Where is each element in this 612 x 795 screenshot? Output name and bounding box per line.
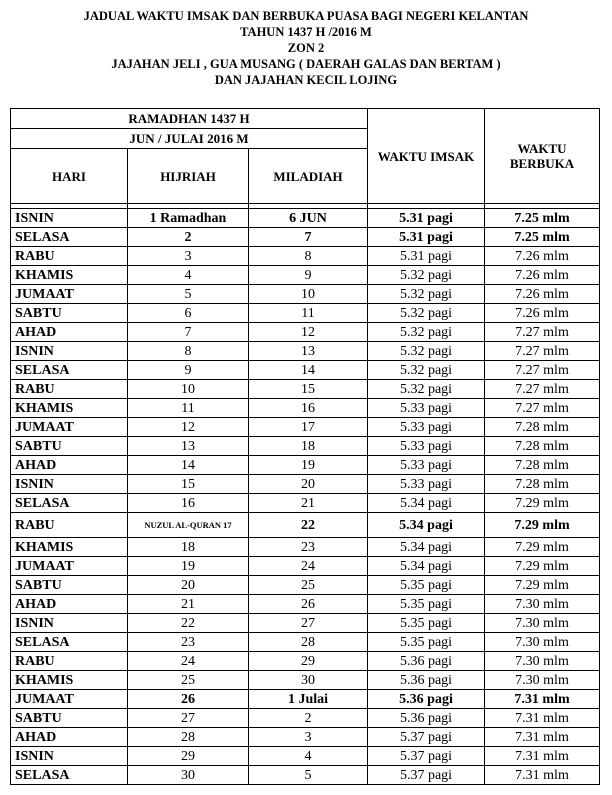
hijriah-cell: 20	[128, 576, 249, 595]
table-row	[11, 437, 600, 456]
imsak-cell: 5.34 pagi	[368, 513, 485, 538]
berbuka-cell: 7.30 mlm	[485, 614, 600, 633]
hari-cell: AHAD	[11, 456, 128, 475]
table-row	[11, 304, 600, 323]
hijriah-cell: 6	[128, 304, 249, 323]
hijriah-cell: 10	[128, 380, 249, 399]
table-row	[11, 538, 600, 557]
berbuka-cell: 7.31 mlm	[485, 766, 600, 785]
imsak-cell: 5.35 pagi	[368, 595, 485, 614]
table-row	[11, 323, 600, 342]
miladiah-cell: 3	[249, 728, 368, 747]
berbuka-cell: 7.27 mlm	[485, 361, 600, 380]
miladiah-cell: 29	[249, 652, 368, 671]
imsak-cell: 5.34 pagi	[368, 557, 485, 576]
miladiah-cell: 30	[249, 671, 368, 690]
hari-cell: RABU	[11, 652, 128, 671]
miladiah-cell: 11	[249, 304, 368, 323]
table-row	[11, 557, 600, 576]
miladiah-header: MILADIAH	[249, 149, 368, 204]
imsak-header: WAKTU IMSAK	[368, 109, 485, 204]
title-line-3: ZON 2	[287, 41, 325, 55]
berbuka-cell: 7.25 mlm	[485, 209, 600, 228]
hijriah-cell: 25	[128, 671, 249, 690]
hari-cell: ISNIN	[11, 614, 128, 633]
hari-cell: KHAMIS	[11, 266, 128, 285]
hijriah-cell: 11	[128, 399, 249, 418]
hijriah-cell: 26	[128, 690, 249, 709]
table-row	[11, 266, 600, 285]
table-row	[11, 595, 600, 614]
berbuka-cell: 7.29 mlm	[485, 557, 600, 576]
imsak-cell: 5.31 pagi	[368, 209, 485, 228]
hari-cell: SABTU	[11, 304, 128, 323]
imsak-cell: 5.35 pagi	[368, 576, 485, 595]
hijriah-cell: NUZUL AL-QURAN 17	[128, 513, 249, 538]
hijriah-cell: 7	[128, 323, 249, 342]
berbuka-cell: 7.31 mlm	[485, 747, 600, 766]
berbuka-cell: 7.26 mlm	[485, 304, 600, 323]
hijriah-cell: 16	[128, 494, 249, 513]
miladiah-cell: 26	[249, 595, 368, 614]
imsak-cell: 5.34 pagi	[368, 538, 485, 557]
berbuka-cell: 7.28 mlm	[485, 456, 600, 475]
hijriah-cell: 15	[128, 475, 249, 494]
title-line-5: DAN JAJAHAN KECIL LOJING	[214, 73, 398, 87]
berbuka-cell: 7.26 mlm	[485, 247, 600, 266]
table-row	[11, 285, 600, 304]
schedule-table	[10, 108, 600, 785]
miladiah-cell: 25	[249, 576, 368, 595]
month-header: JUN / JULAI 2016 M	[11, 129, 368, 149]
table-row	[11, 475, 600, 494]
hari-cell: RABU	[11, 513, 128, 538]
miladiah-cell: 12	[249, 323, 368, 342]
miladiah-cell: 16	[249, 399, 368, 418]
hijriah-cell: 19	[128, 557, 249, 576]
hari-cell: ISNIN	[11, 475, 128, 494]
berbuka-cell: 7.25 mlm	[485, 228, 600, 247]
hijriah-cell: 24	[128, 652, 249, 671]
imsak-cell: 5.33 pagi	[368, 456, 485, 475]
berbuka-cell: 7.26 mlm	[485, 266, 600, 285]
hijriah-cell: 5	[128, 285, 249, 304]
hijriah-cell: 8	[128, 342, 249, 361]
hijriah-cell: 28	[128, 728, 249, 747]
table-row	[11, 671, 600, 690]
hari-cell: SABTU	[11, 709, 128, 728]
table-row	[11, 399, 600, 418]
schedule-body	[11, 209, 600, 785]
imsak-cell: 5.35 pagi	[368, 614, 485, 633]
hari-cell: ISNIN	[11, 747, 128, 766]
imsak-cell: 5.37 pagi	[368, 766, 485, 785]
table-row	[11, 361, 600, 380]
miladiah-cell: 15	[249, 380, 368, 399]
hijriah-cell: 30	[128, 766, 249, 785]
hijriah-cell: 18	[128, 538, 249, 557]
table-row	[11, 418, 600, 437]
miladiah-cell: 24	[249, 557, 368, 576]
table-row	[11, 342, 600, 361]
imsak-cell: 5.32 pagi	[368, 266, 485, 285]
hijriah-cell: 13	[128, 437, 249, 456]
table-row	[11, 690, 600, 709]
miladiah-cell: 10	[249, 285, 368, 304]
table-row	[11, 494, 600, 513]
imsak-cell: 5.36 pagi	[368, 671, 485, 690]
hari-cell: AHAD	[11, 595, 128, 614]
miladiah-cell: 7	[249, 228, 368, 247]
berbuka-cell: 7.31 mlm	[485, 690, 600, 709]
hari-cell: KHAMIS	[11, 399, 128, 418]
miladiah-cell: 22	[249, 513, 368, 538]
berbuka-cell: 7.28 mlm	[485, 418, 600, 437]
miladiah-cell: 19	[249, 456, 368, 475]
title-line-4: JAJAHAN JELI , GUA MUSANG ( DAERAH GALAS DAN BERTAM )	[111, 57, 501, 71]
miladiah-cell: 17	[249, 418, 368, 437]
berbuka-cell: 7.29 mlm	[485, 576, 600, 595]
imsak-cell: 5.31 pagi	[368, 247, 485, 266]
hari-cell: SELASA	[11, 494, 128, 513]
hijriah-cell: 4	[128, 266, 249, 285]
berbuka-cell: 7.29 mlm	[485, 513, 600, 538]
miladiah-cell: 1 Julai	[249, 690, 368, 709]
berbuka-cell: 7.27 mlm	[485, 380, 600, 399]
miladiah-cell: 13	[249, 342, 368, 361]
table-row	[11, 576, 600, 595]
miladiah-cell: 27	[249, 614, 368, 633]
table-row	[11, 728, 600, 747]
imsak-cell: 5.32 pagi	[368, 380, 485, 399]
imsak-cell: 5.37 pagi	[368, 747, 485, 766]
miladiah-cell: 9	[249, 266, 368, 285]
imsak-cell: 5.33 pagi	[368, 418, 485, 437]
miladiah-cell: 8	[249, 247, 368, 266]
table-row	[11, 228, 600, 247]
berbuka-cell: 7.27 mlm	[485, 342, 600, 361]
table-row	[11, 247, 600, 266]
hari-cell: JUMAAT	[11, 285, 128, 304]
hari-cell: SELASA	[11, 766, 128, 785]
imsak-cell: 5.36 pagi	[368, 652, 485, 671]
hari-cell: RABU	[11, 247, 128, 266]
berbuka-cell: 7.29 mlm	[485, 494, 600, 513]
hijriah-cell: 14	[128, 456, 249, 475]
table-row	[11, 633, 600, 652]
miladiah-cell: 28	[249, 633, 368, 652]
imsak-cell: 5.32 pagi	[368, 304, 485, 323]
table-row	[11, 652, 600, 671]
hari-cell: SELASA	[11, 633, 128, 652]
berbuka-cell: 7.27 mlm	[485, 399, 600, 418]
title-line-2: TAHUN 1437 H /2016 M	[240, 25, 372, 39]
hijriah-cell: 2	[128, 228, 249, 247]
miladiah-cell: 20	[249, 475, 368, 494]
table-row	[11, 747, 600, 766]
hari-cell: SABTU	[11, 576, 128, 595]
hijriah-cell: 21	[128, 595, 249, 614]
berbuka-cell: 7.31 mlm	[485, 709, 600, 728]
hari-cell: AHAD	[11, 323, 128, 342]
hijriah-cell: 22	[128, 614, 249, 633]
imsak-cell: 5.33 pagi	[368, 475, 485, 494]
imsak-cell: 5.32 pagi	[368, 285, 485, 304]
imsak-cell: 5.31 pagi	[368, 228, 485, 247]
berbuka-cell: 7.27 mlm	[485, 323, 600, 342]
miladiah-cell: 18	[249, 437, 368, 456]
hari-cell: JUMAAT	[11, 557, 128, 576]
hijriah-cell: 29	[128, 747, 249, 766]
hari-cell: ISNIN	[11, 209, 128, 228]
berbuka-cell: 7.30 mlm	[485, 633, 600, 652]
hari-cell: KHAMIS	[11, 538, 128, 557]
berbuka-header: WAKTU BERBUKA	[485, 109, 600, 204]
hijriah-cell: 27	[128, 709, 249, 728]
hijriah-cell: 9	[128, 361, 249, 380]
miladiah-cell: 6 JUN	[249, 209, 368, 228]
hijriah-cell: 3	[128, 247, 249, 266]
hari-cell: RABU	[11, 380, 128, 399]
hijriah-cell: 1 Ramadhan	[128, 209, 249, 228]
table-row	[11, 709, 600, 728]
table-row	[11, 456, 600, 475]
berbuka-cell: 7.30 mlm	[485, 652, 600, 671]
miladiah-cell: 23	[249, 538, 368, 557]
hari-header: HARI	[11, 149, 128, 204]
berbuka-cell: 7.26 mlm	[485, 285, 600, 304]
berbuka-cell: 7.29 mlm	[485, 538, 600, 557]
imsak-cell: 5.33 pagi	[368, 437, 485, 456]
table-row	[11, 614, 600, 633]
table-row	[11, 209, 600, 228]
imsak-cell: 5.36 pagi	[368, 709, 485, 728]
berbuka-cell: 7.28 mlm	[485, 475, 600, 494]
berbuka-cell: 7.31 mlm	[485, 728, 600, 747]
berbuka-cell: 7.30 mlm	[485, 671, 600, 690]
title-line-1: JADUAL WAKTU IMSAK DAN BERBUKA PUASA BAGI NEGERI KELANTAN	[83, 9, 529, 23]
imsak-cell: 5.33 pagi	[368, 399, 485, 418]
ramadhan-header: RAMADHAN 1437 H	[11, 109, 368, 129]
document-header	[0, 8, 612, 88]
hari-cell: AHAD	[11, 728, 128, 747]
imsak-cell: 5.34 pagi	[368, 494, 485, 513]
hari-cell: SABTU	[11, 437, 128, 456]
imsak-cell: 5.32 pagi	[368, 361, 485, 380]
imsak-cell: 5.35 pagi	[368, 633, 485, 652]
hari-cell: SELASA	[11, 361, 128, 380]
table-row	[11, 513, 600, 538]
imsak-cell: 5.36 pagi	[368, 690, 485, 709]
table-row	[11, 380, 600, 399]
hari-cell: JUMAAT	[11, 690, 128, 709]
hijriah-cell: 12	[128, 418, 249, 437]
miladiah-cell: 14	[249, 361, 368, 380]
hari-cell: SELASA	[11, 228, 128, 247]
berbuka-cell: 7.28 mlm	[485, 437, 600, 456]
berbuka-cell: 7.30 mlm	[485, 595, 600, 614]
miladiah-cell: 4	[249, 747, 368, 766]
miladiah-cell: 2	[249, 709, 368, 728]
hari-cell: KHAMIS	[11, 671, 128, 690]
imsak-cell: 5.37 pagi	[368, 728, 485, 747]
miladiah-cell: 21	[249, 494, 368, 513]
imsak-cell: 5.32 pagi	[368, 323, 485, 342]
miladiah-cell: 5	[249, 766, 368, 785]
imsak-cell: 5.32 pagi	[368, 342, 485, 361]
hijriah-header: HIJRIAH	[128, 149, 249, 204]
hijriah-cell: 23	[128, 633, 249, 652]
hari-cell: JUMAAT	[11, 418, 128, 437]
hari-cell: ISNIN	[11, 342, 128, 361]
table-row	[11, 766, 600, 785]
